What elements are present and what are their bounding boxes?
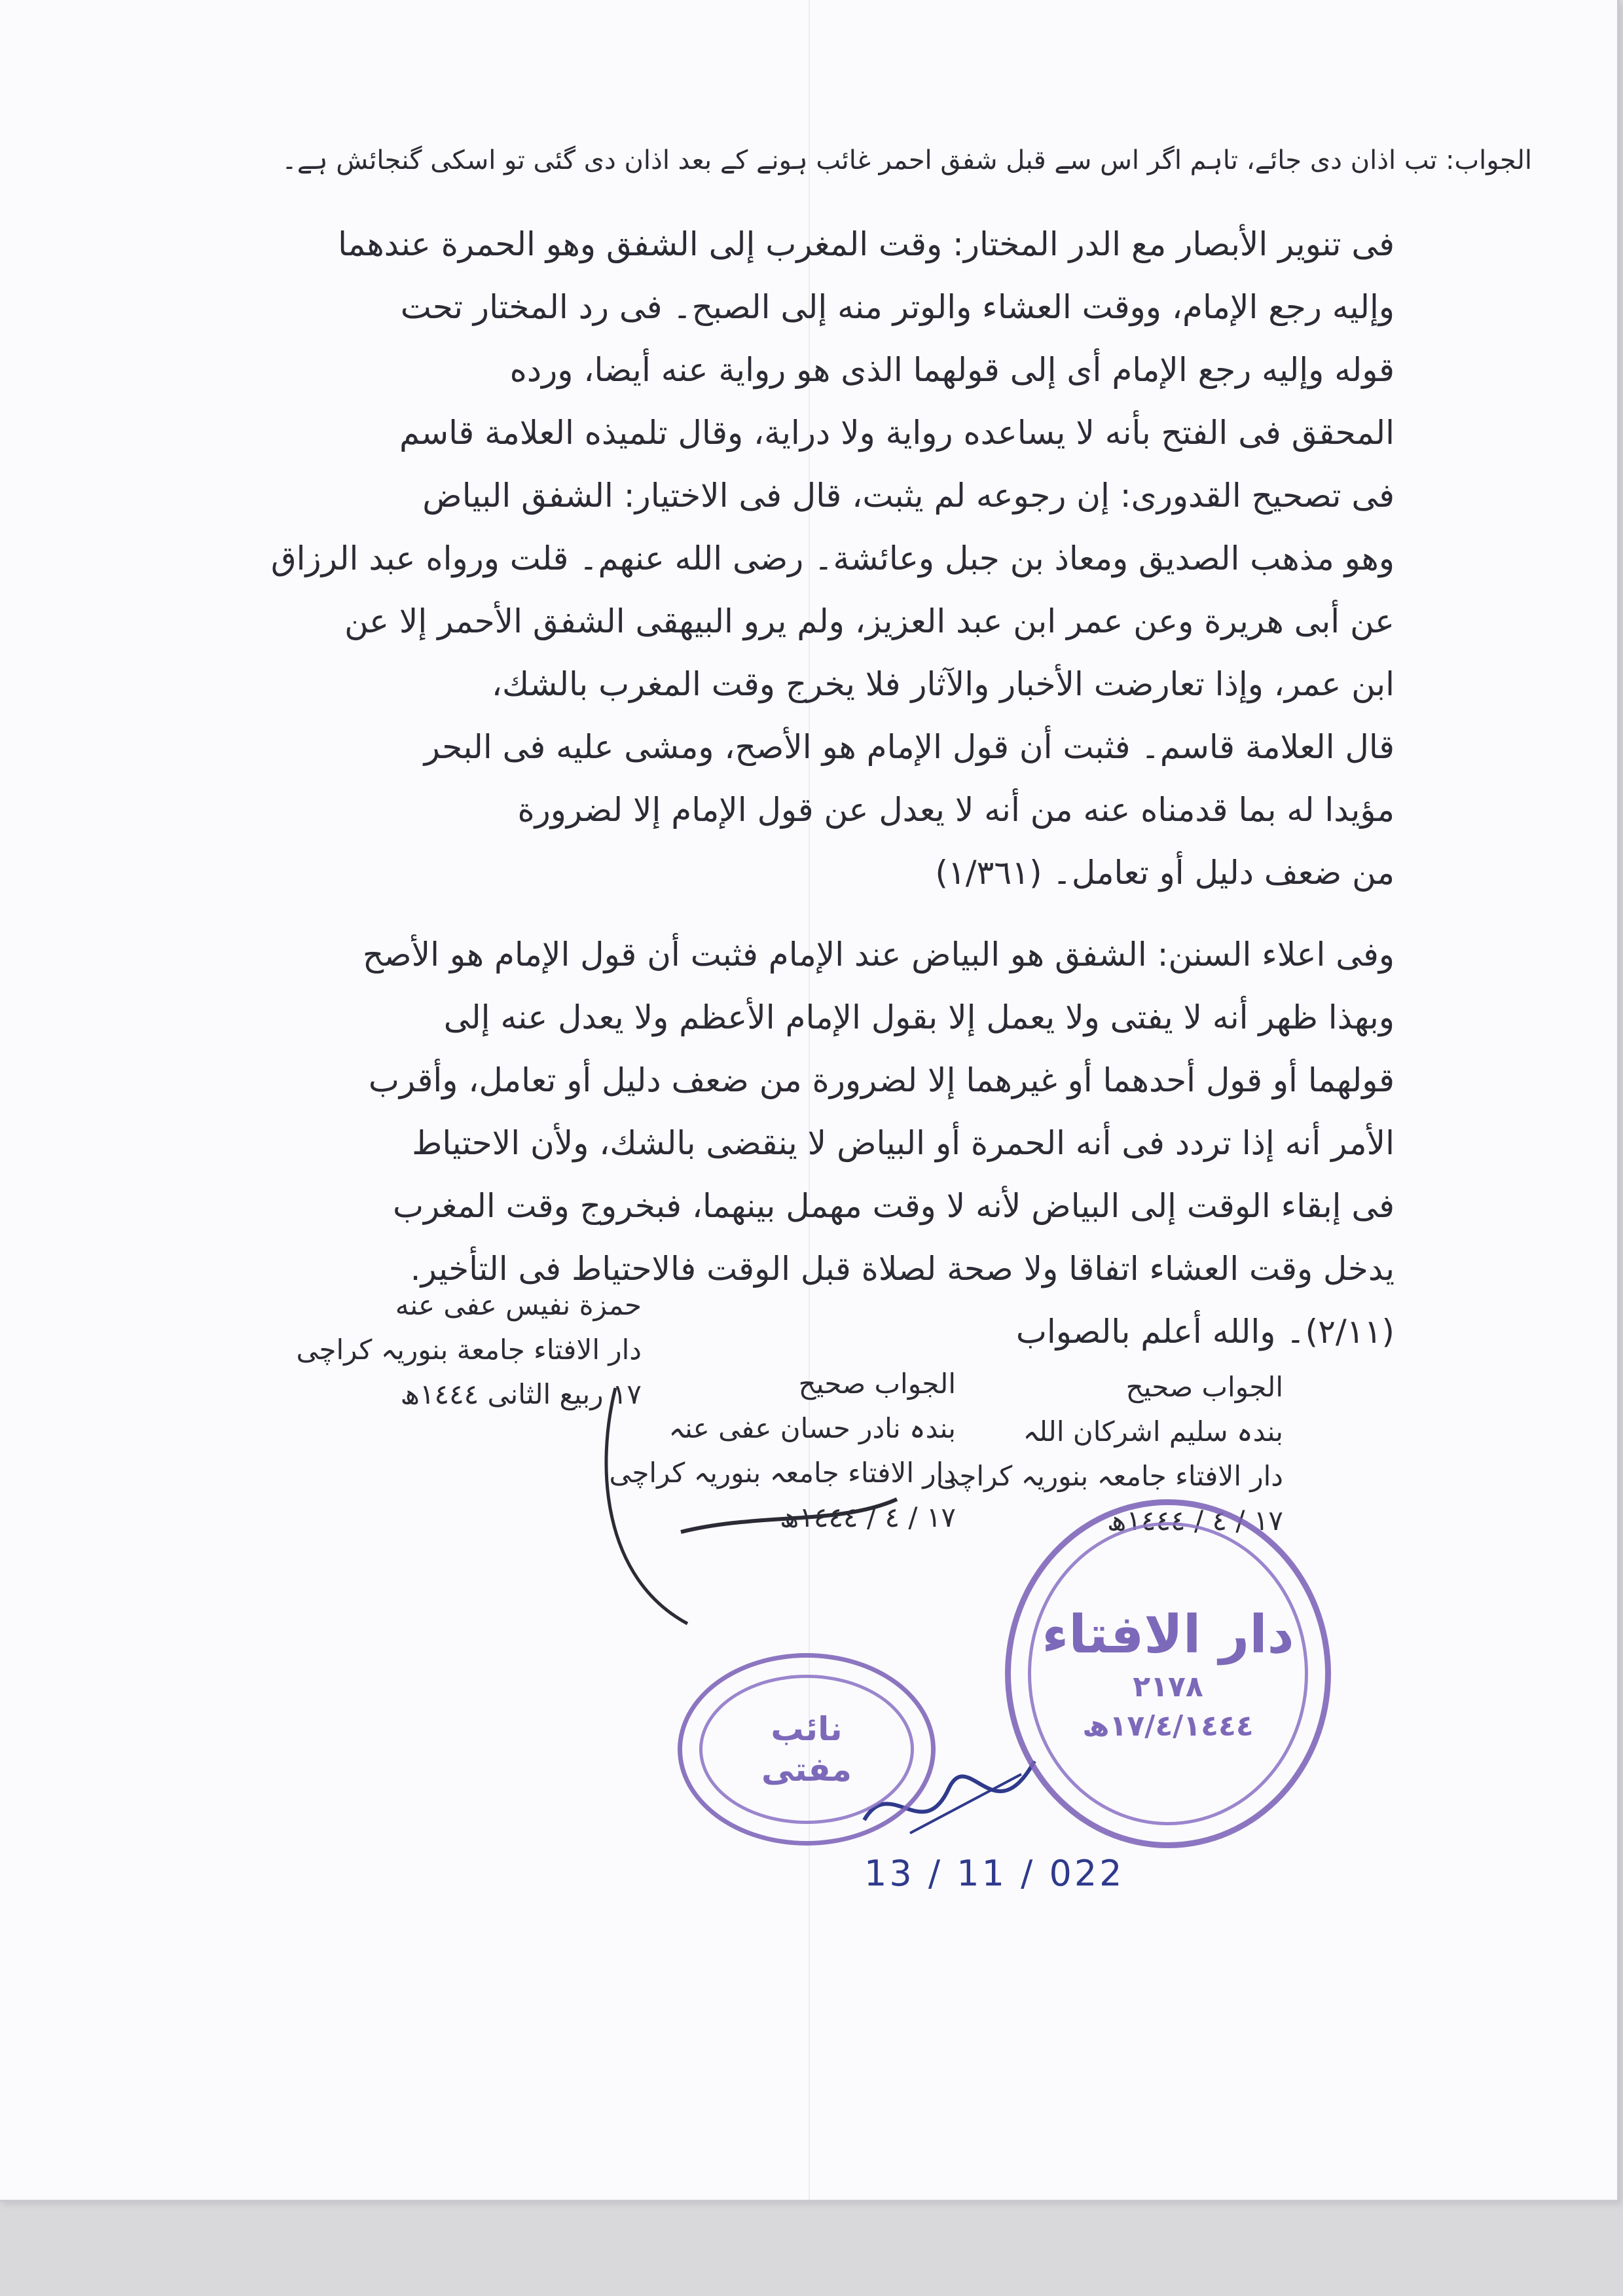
seal-title: دار الافتاء <box>1042 1603 1294 1665</box>
author-name: حمزة نفيس عفی عنه <box>395 1289 642 1321</box>
body-line: عن أبی هريرة وعن عمر ابن عبد العزيز، ولم يرو البيهقی الشفق الأحمر إلا عن <box>344 602 1395 640</box>
body-line: وبهذا ظهر أنه لا يفتی ولا يعمل إلا بقول الإمام الأعظم ولا يعدل عنه إلى <box>443 998 1395 1036</box>
author-signature-block <box>236 1283 642 1417</box>
body-line: فی إبقاء الوقت إلى البياض لأنه لا وقت مهمل بينهما، فبخروج وقت المغرب <box>392 1187 1395 1225</box>
blue-date-stamp: 13 / 11 / 022 <box>864 1853 1125 1894</box>
body-line: المحقق فی الفتح بأنه لا يساعده رواية ولا دراية، وقال تلميذه العلامة قاسم <box>399 414 1395 452</box>
signature-scrawl <box>589 1362 956 1637</box>
body-line: قوله وإليه رجع الإمام أی إلى قولهما الذی هو رواية عنه أيضا، ورده <box>509 351 1395 389</box>
darul-ifta-seal <box>1005 1499 1331 1848</box>
author-department: دار الافتاء جامعة بنوریہ کراچی <box>296 1334 642 1366</box>
checker1-name: بندہ سلیم اشرکان اللہ <box>1023 1415 1283 1448</box>
body-line: (٢/١١)۔ والله أعلم بالصواب <box>1015 1313 1395 1351</box>
author-date: ١٧ ربیع الثانی ١٤٤٤ھ <box>400 1378 642 1410</box>
fatwa-body-block-a <box>229 213 1395 904</box>
body-line: ابن عمر، وإذا تعارضت الأخبار والآثار فلا يخرج وقت المغرب بالشك، <box>491 665 1395 703</box>
naib-mufti-seal <box>678 1653 936 1846</box>
body-line: يدخل وقت العشاء اتفاقا ولا صحة لصلاة قبل الوقت فالاحتياط فی التأخير. <box>410 1250 1395 1288</box>
checker2-date: ١٧ / ٤ / ١٤٤٤ھ <box>780 1501 956 1533</box>
checker1-date: ١٧ / ٤ / ١٤٤٤ھ <box>1107 1504 1283 1537</box>
body-line: من ضعف دليل أو تعامل۔ (١/٣٦١) <box>935 854 1395 892</box>
checker2-department: دار الافتاء جامعہ بنوریہ کراچی <box>609 1457 956 1489</box>
checker1-department: دار الافتاء جامعہ بنوریہ کراچی <box>936 1460 1283 1492</box>
seal-small-line1: نائب <box>771 1710 843 1748</box>
checker2-heading: الجواب صحیح <box>798 1368 956 1400</box>
checker1-heading: الجواب صحیح <box>1125 1371 1283 1403</box>
body-line: قال العلامة قاسم۔ فثبت أن قول الإمام هو الأصح، ومشی عليه فی البحر <box>424 728 1395 766</box>
checker2-name: بندہ نادر حسان عفی عنہ <box>668 1412 956 1444</box>
seal-small-line2: مفتی <box>761 1751 852 1789</box>
seal-date: ١٧/٤/١٤٤٤ھ <box>1082 1709 1254 1743</box>
body-line: الأمر أنه إذا تردد فی أنه الحمرة أو البياض لا ينقضی بالشك، ولأن الاحتياط <box>412 1124 1395 1162</box>
body-line: فی تنویر الأبصار مع الدر المختار: وقت المغرب إلى الشفق وهو الحمرة عندهما <box>338 225 1395 263</box>
body-line: وإليه رجع الإمام، ووقت العشاء والوتر منه إلى الصبح۔ فی رد المختار تحت <box>400 288 1395 326</box>
body-line: وهو مذهب الصديق ومعاذ بن جبل وعائشة۔ رضی الله عنهم۔ قلت ورواه عبد الرزاق <box>270 539 1395 577</box>
body-line: فی تصحيح القدوری: إن رجوعه لم يثبت، قال فی الاختيار: الشفق البياض <box>422 477 1395 515</box>
top-note: الجواب: تب اذان دی جائے، تاہم اگر اس سے قبل شفق احمر غائب ہونے کے بعد اذان دی گئی تو اسکی گنجائش ہے۔ <box>282 145 1532 175</box>
seal-number: ٢١٧٨ <box>1133 1669 1203 1704</box>
body-line: مؤيدا له بما قدمناه عنه من أنه لا يعدل عن قول الإمام إلا لضرورة <box>517 791 1395 829</box>
body-line: وفی اعلاء السنن: الشفق هو البياض عند الإمام فثبت أن قول الإمام هو الأصح <box>362 936 1395 974</box>
body-line: قولهما أو قول أحدهما أو غيرهما إلا لضرورة من ضعف دليل أو تعامل، وأقرب <box>368 1061 1395 1099</box>
